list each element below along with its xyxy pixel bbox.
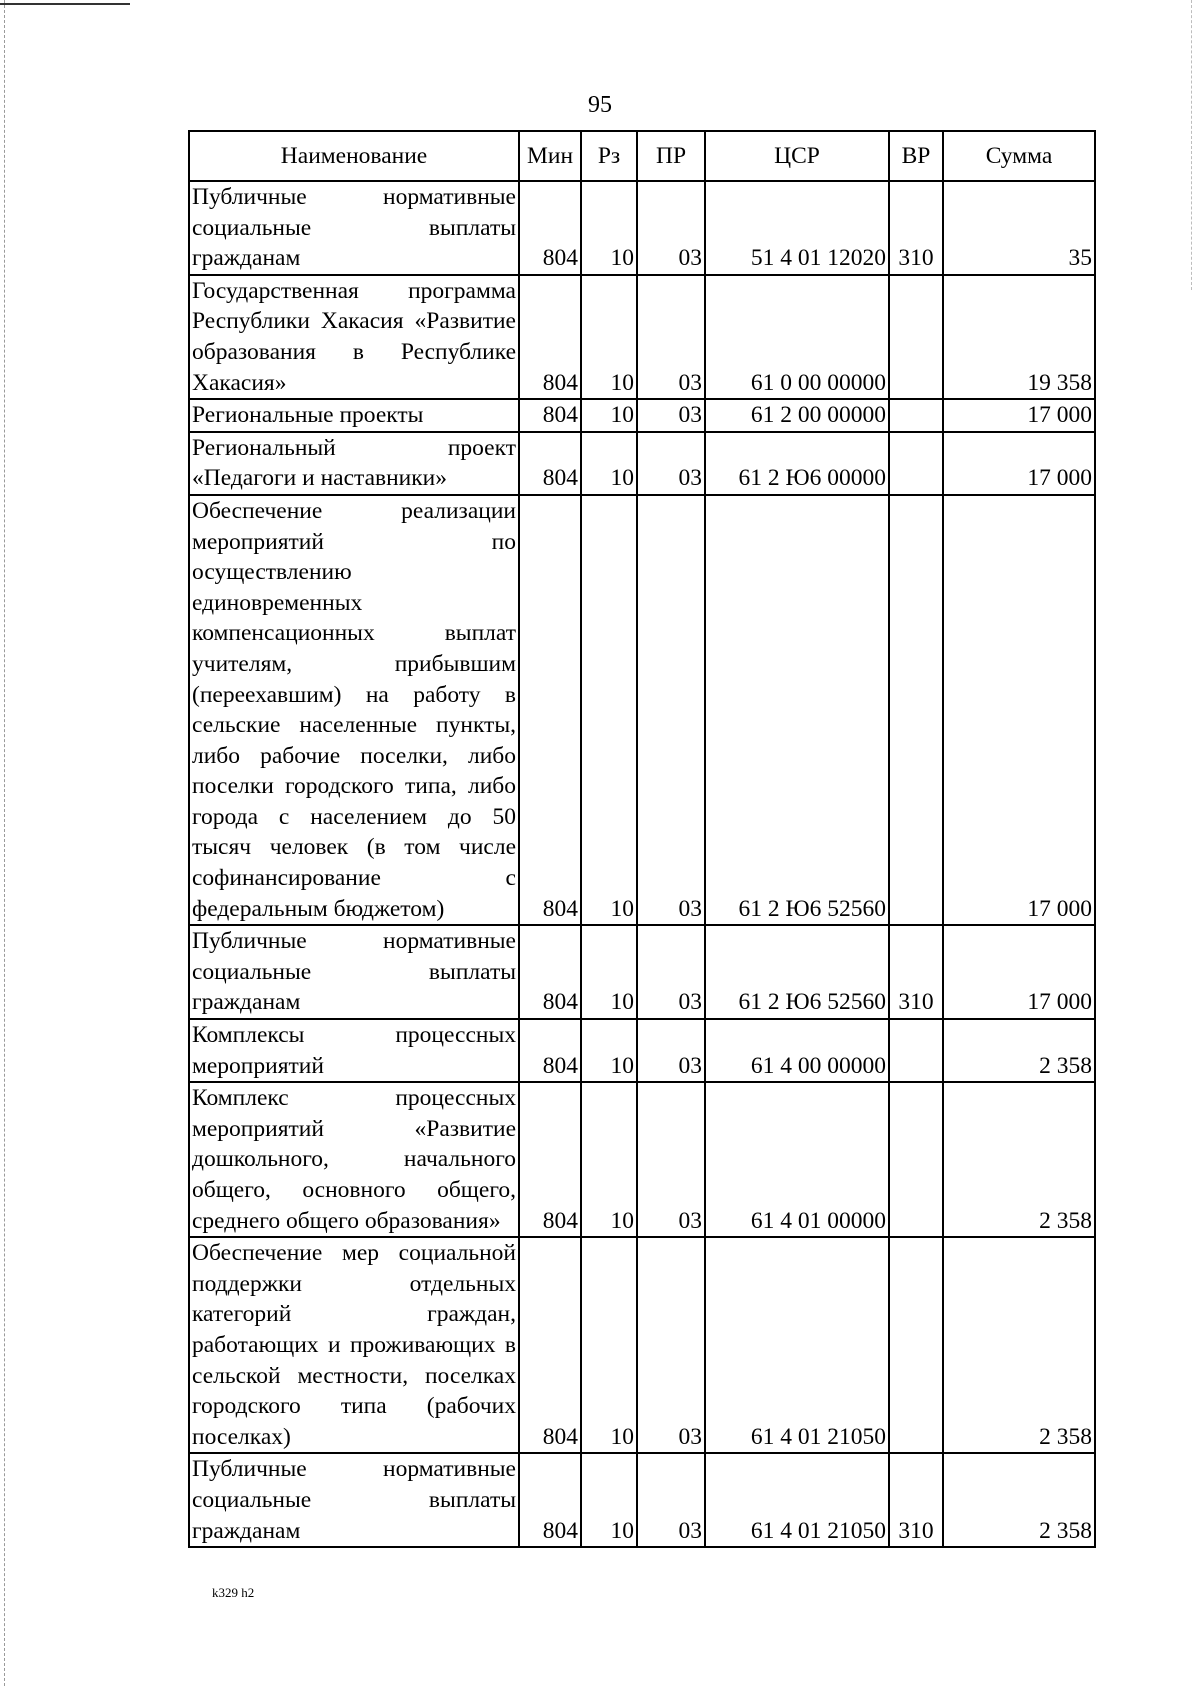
row-sum: 17 000 <box>943 495 1095 925</box>
row-name: Региональный проект «Педагоги и наставники» <box>189 432 519 495</box>
row-min: 804 <box>519 275 581 399</box>
page-number: 95 <box>588 92 612 118</box>
row-rz: 10 <box>581 181 637 275</box>
row-csr: 61 2 Ю6 52560 <box>705 925 889 1019</box>
row-name: Обеспечение мер социальной поддержки отдельных категорий граждан, работающих и проживающих в сельской местности, поселках городского типа (рабочих поселках) <box>189 1237 519 1453</box>
row-min: 804 <box>519 495 581 925</box>
row-min: 804 <box>519 1082 581 1237</box>
row-rz: 10 <box>581 275 637 399</box>
table-row <box>189 495 1095 925</box>
row-name: Комплексы процессных мероприятий <box>189 1019 519 1082</box>
row-vr <box>889 399 943 432</box>
row-name: Публичные нормативные социальные выплаты гражданам <box>189 925 519 1019</box>
row-min: 804 <box>519 1453 581 1547</box>
row-name: Публичные нормативные социальные выплаты гражданам <box>189 181 519 275</box>
row-csr: 51 4 01 12020 <box>705 181 889 275</box>
row-rz: 10 <box>581 925 637 1019</box>
row-csr: 61 4 01 00000 <box>705 1082 889 1237</box>
header-rz: Рз <box>581 131 637 181</box>
row-pr: 03 <box>637 399 705 432</box>
row-min: 804 <box>519 1237 581 1453</box>
table-row <box>189 1237 1095 1453</box>
row-vr <box>889 1019 943 1082</box>
header-pr: ПР <box>637 131 705 181</box>
row-csr: 61 2 00 00000 <box>705 399 889 432</box>
row-rz: 10 <box>581 1453 637 1547</box>
row-rz: 10 <box>581 399 637 432</box>
header-csr: ЦСР <box>705 131 889 181</box>
table-row <box>189 1019 1095 1082</box>
header-name: Наименование <box>189 131 519 181</box>
row-rz: 10 <box>581 1082 637 1237</box>
row-csr: 61 4 00 00000 <box>705 1019 889 1082</box>
row-pr: 03 <box>637 1453 705 1547</box>
row-min: 804 <box>519 181 581 275</box>
row-pr: 03 <box>637 1019 705 1082</box>
row-sum: 19 358 <box>943 275 1095 399</box>
row-rz: 10 <box>581 1237 637 1453</box>
row-vr: 310 <box>889 925 943 1019</box>
row-pr: 03 <box>637 1082 705 1237</box>
footer-code: k329 h2 <box>212 1585 255 1600</box>
row-rz: 10 <box>581 432 637 495</box>
header-vr: ВР <box>889 131 943 181</box>
budget-table <box>188 130 1096 1548</box>
row-pr: 03 <box>637 181 705 275</box>
row-vr <box>889 432 943 495</box>
table-row <box>189 1082 1095 1237</box>
row-vr: 310 <box>889 1453 943 1547</box>
row-vr: 310 <box>889 181 943 275</box>
row-pr: 03 <box>637 495 705 925</box>
row-sum: 17 000 <box>943 432 1095 495</box>
row-pr: 03 <box>637 925 705 1019</box>
row-pr: 03 <box>637 1237 705 1453</box>
table-row <box>189 275 1095 399</box>
row-min: 804 <box>519 432 581 495</box>
table-header-row <box>189 131 1095 181</box>
header-sum: Сумма <box>943 131 1095 181</box>
row-sum: 2 358 <box>943 1019 1095 1082</box>
row-vr <box>889 1237 943 1453</box>
row-rz: 10 <box>581 1019 637 1082</box>
row-sum: 2 358 <box>943 1453 1095 1547</box>
scan-edge-left <box>4 0 5 1686</box>
row-name: Обеспечение реализации мероприятий по осуществлению единовременных компенсационных выплат учителям, прибывшим (переехавшим) на работу в сельские населенные пункты, либо рабочие поселки, либо поселки городского типа, либо города с населением до 50 тысяч человек (в том числе софинансирование с федеральным бюджетом) <box>189 495 519 925</box>
row-vr <box>889 495 943 925</box>
row-sum: 2 358 <box>943 1237 1095 1453</box>
table-row <box>189 925 1095 1019</box>
row-rz: 10 <box>581 495 637 925</box>
header-min: Мин <box>519 131 581 181</box>
row-min: 804 <box>519 1019 581 1082</box>
table-row <box>189 399 1095 432</box>
row-vr <box>889 275 943 399</box>
row-pr: 03 <box>637 432 705 495</box>
row-csr: 61 4 01 21050 <box>705 1237 889 1453</box>
row-sum: 2 358 <box>943 1082 1095 1237</box>
row-csr: 61 4 01 21050 <box>705 1453 889 1547</box>
row-name: Комплекс процессных мероприятий «Развитие дошкольного, начального общего, основного общего, среднего общего образования» <box>189 1082 519 1237</box>
table-row <box>189 432 1095 495</box>
row-sum: 17 000 <box>943 925 1095 1019</box>
row-sum: 35 <box>943 181 1095 275</box>
row-csr: 61 0 00 00000 <box>705 275 889 399</box>
row-min: 804 <box>519 925 581 1019</box>
row-vr <box>889 1082 943 1237</box>
row-name: Публичные нормативные социальные выплаты гражданам <box>189 1453 519 1547</box>
row-csr: 61 2 Ю6 52560 <box>705 495 889 925</box>
row-name: Региональные проекты <box>189 399 519 432</box>
scan-edge-right <box>1191 0 1192 290</box>
row-sum: 17 000 <box>943 399 1095 432</box>
row-pr: 03 <box>637 275 705 399</box>
scan-edge-top <box>0 3 130 5</box>
row-min: 804 <box>519 399 581 432</box>
table-row <box>189 181 1095 275</box>
row-csr: 61 2 Ю6 00000 <box>705 432 889 495</box>
table-row <box>189 1453 1095 1547</box>
row-name: Государственная программа Республики Хакасия «Развитие образования в Республике Хакасия» <box>189 275 519 399</box>
